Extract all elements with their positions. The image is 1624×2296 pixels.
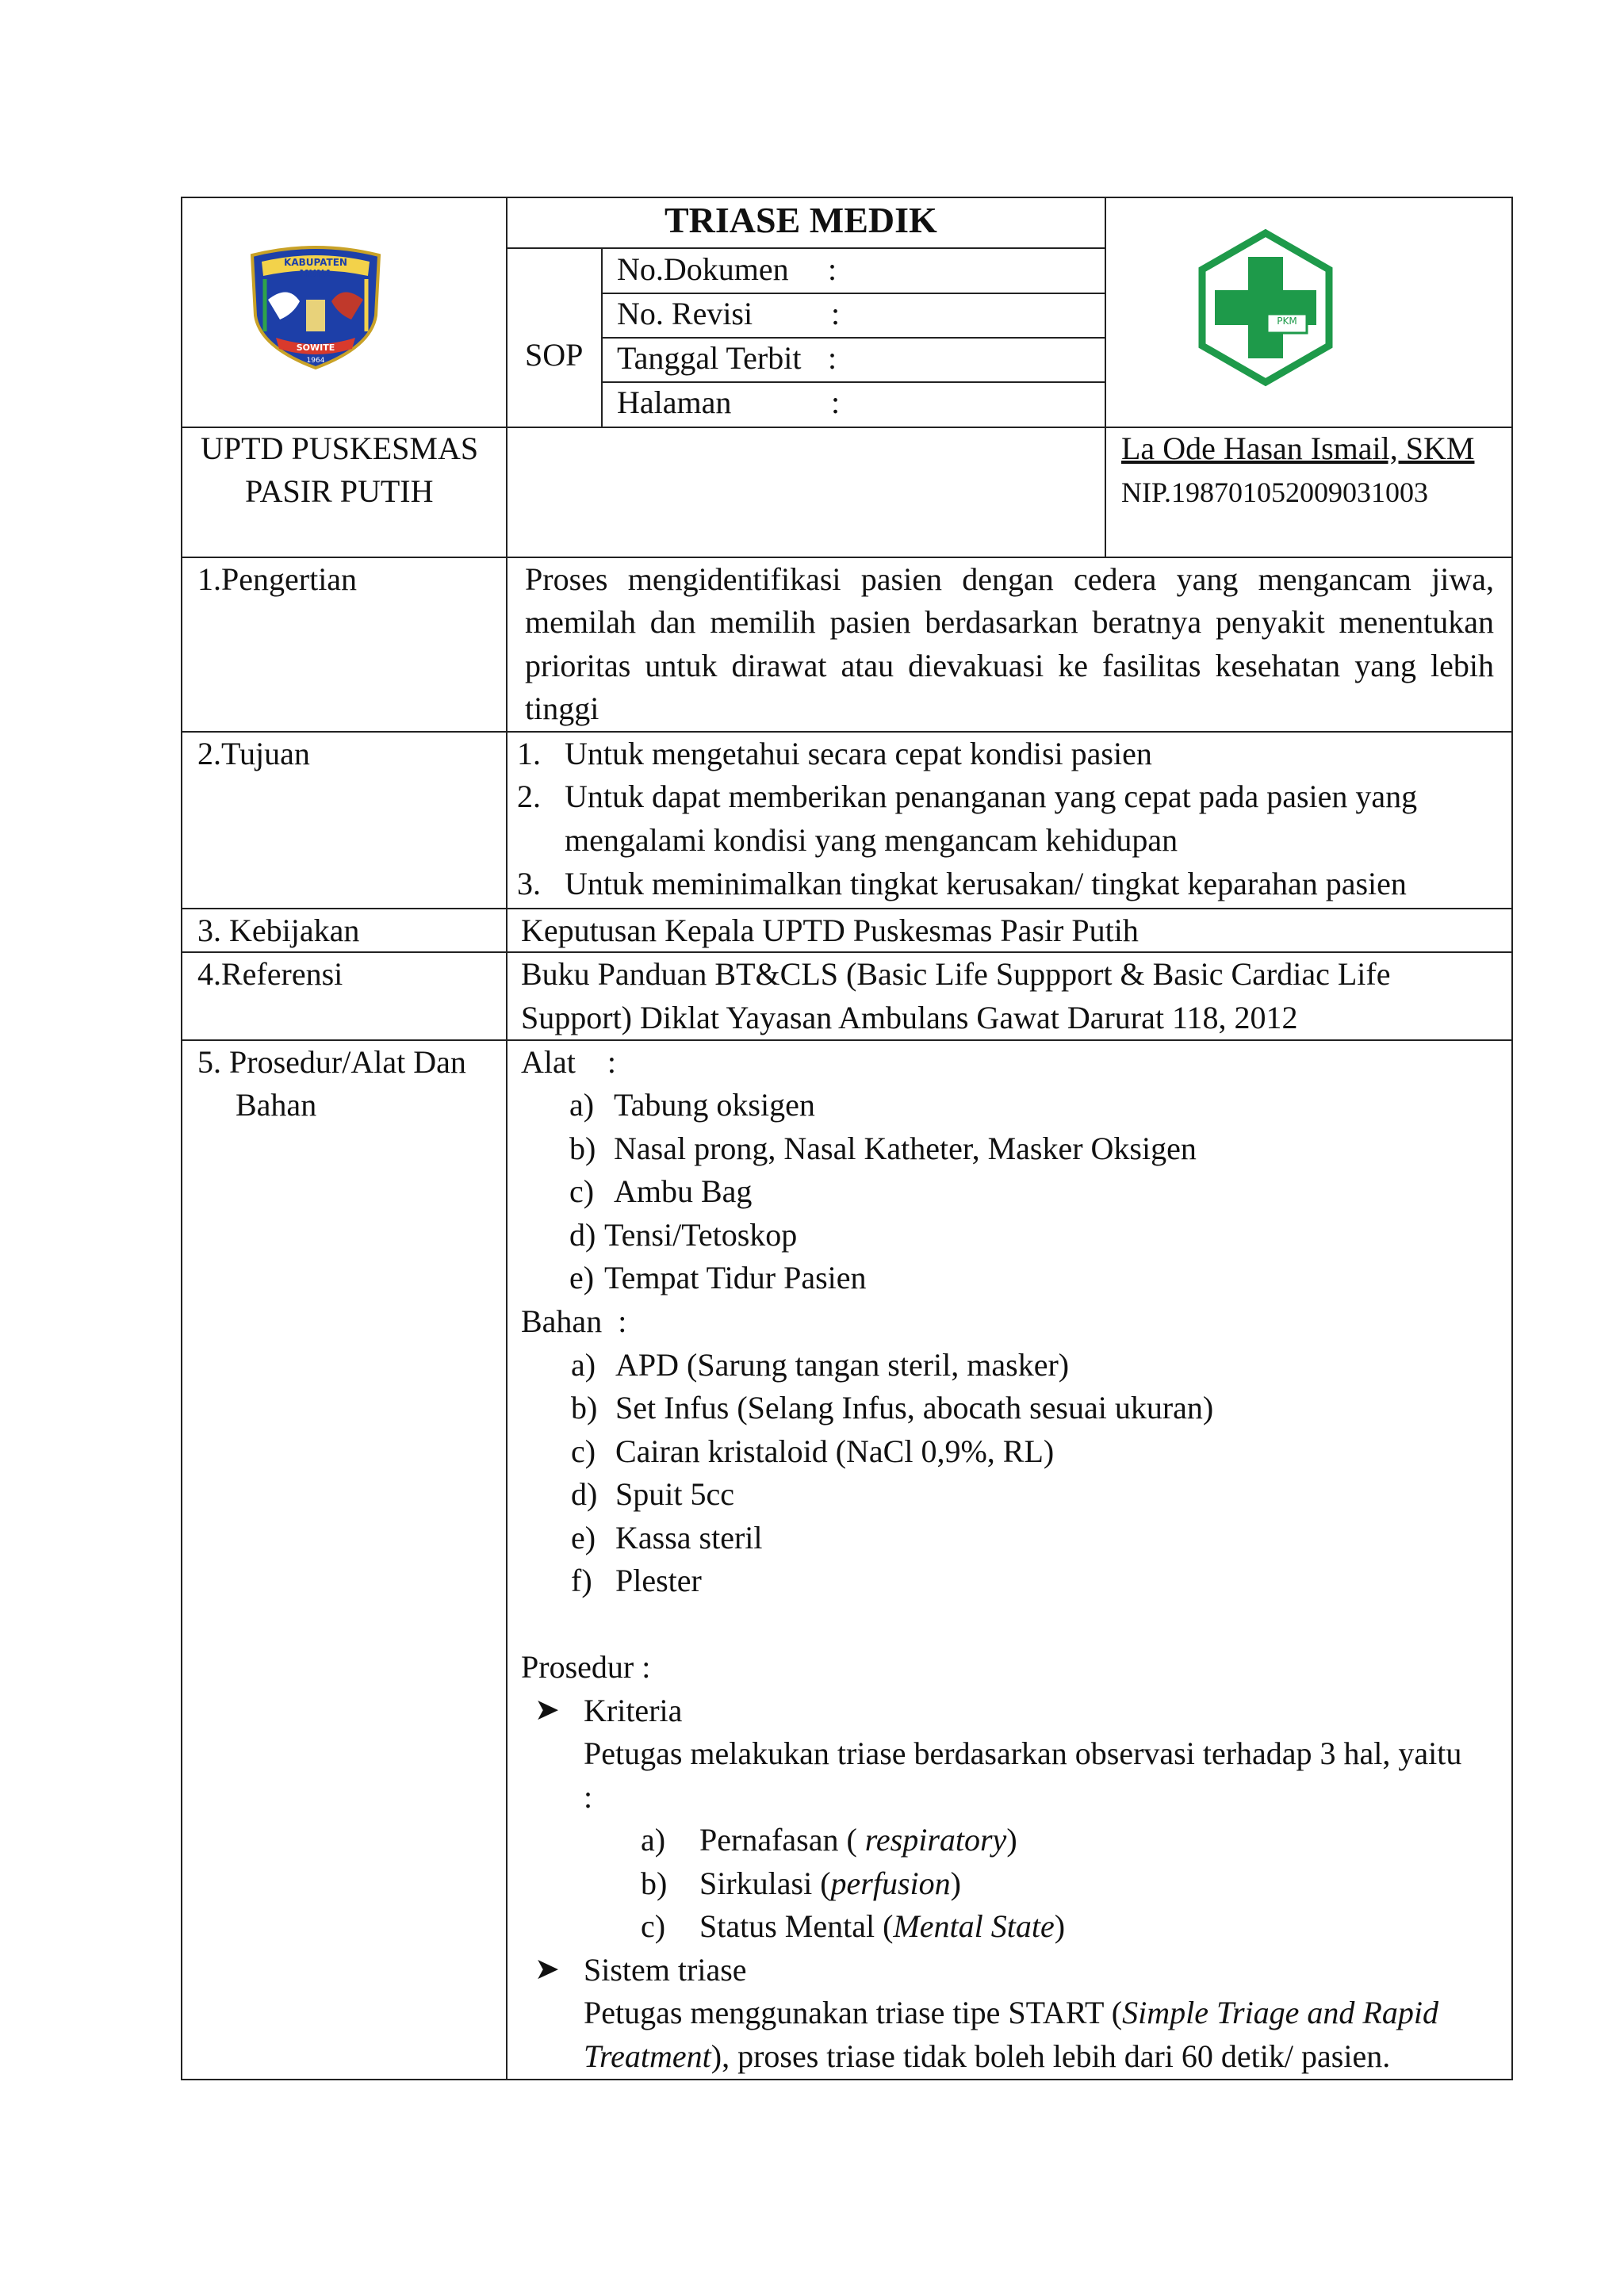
kriteria-item-b-close: ) (950, 1866, 961, 1901)
signatory-nip: NIP.198701052009031003 (1121, 476, 1429, 508)
title-underline (506, 247, 1106, 249)
section-label-referensi: 4.Referensi (197, 956, 343, 992)
kabupaten-muna-logo (244, 244, 387, 371)
bahan-letter-d: d) (571, 1476, 598, 1512)
sistem-line-2-italic: Treatment (584, 2038, 711, 2074)
crest-year-text: 1964 (306, 357, 325, 365)
kriteria-item-b (699, 1862, 961, 1905)
sistem-line-1-text: Petugas menggunakan triase tipe START ( (584, 1995, 1123, 2030)
bahan-item-c: Cairan kristaloid (NaCl 0,9%, RL) (615, 1433, 1055, 1469)
kriteria-item-b-text: Sirkulasi ( (699, 1866, 831, 1901)
alat-item-e: Tempat Tidur Pasien (604, 1260, 867, 1295)
alat-heading: Alat : (521, 1044, 616, 1080)
alat-letter-c: c) (569, 1173, 595, 1209)
tujuan-item-2-line-2: mengalami kondisi yang mengancam kehidupan (565, 822, 1178, 858)
referensi-line-1: Buku Panduan BT&CLS (Basic Life Suppport & Basic Cardiac Life (521, 956, 1391, 992)
kriteria-item-a-close: ) (1006, 1822, 1017, 1858)
kriteria-letter-a: a) (641, 1822, 666, 1858)
pengertian-line-3: prioritas untuk dirawat atau dievakuasi ke fasilitas kesehatan yang lebih (525, 648, 1494, 683)
kriteria-item-a-text: Pernafasan ( (699, 1822, 865, 1858)
field-colon-3: : (828, 340, 837, 376)
bahan-letter-b: b) (571, 1390, 598, 1425)
kriteria-item-c (699, 1904, 1065, 1948)
green-cross-icon (1196, 228, 1335, 387)
bahan-letter-f: f) (571, 1563, 592, 1598)
section-label-prosedur-line1: 5. Prosedur/Alat Dan (197, 1044, 466, 1080)
crest-top-text: KABUPATEN MUNA (284, 257, 347, 279)
institution-name-line1: UPTD PUSKESMAS (201, 430, 479, 466)
pengertian-line-4: tinggi (525, 691, 599, 726)
kriteria-item-c-close: ) (1054, 1908, 1066, 1944)
section-label-prosedur-line2: Bahan (236, 1087, 317, 1123)
alat-letter-d: d) (569, 1217, 596, 1253)
sistem-line-2-text: ), proses triase tidak boleh lebih dari 60 detik/ pasien. (710, 2038, 1391, 2074)
alat-item-c: Ambu Bag (614, 1173, 753, 1209)
bahan-item-e: Kassa steril (615, 1520, 763, 1556)
sistem-line-1-italic: Simple Triage and Rapid (1122, 1995, 1438, 2030)
institution-name-line2: PASIR PUTIH (245, 473, 434, 509)
field-colon-1: : (828, 251, 837, 287)
alat-letter-e: e) (569, 1260, 595, 1295)
bahan-item-b: Set Infus (Selang Infus, abocath sesuai ukuran) (615, 1390, 1214, 1425)
bahan-item-a: APD (Sarung tangan steril, masker) (615, 1347, 1070, 1383)
sistem-arrow-icon: ➤ (534, 1953, 560, 1986)
document-title: TRIASE MEDIK (665, 200, 937, 240)
field-colon-4: : (831, 385, 841, 420)
signatory-name: La Ode Hasan Ismail, SKM (1121, 430, 1475, 466)
kriteria-text: Petugas melakukan triase berdasarkan observasi terhadap 3 hal, yaitu (584, 1735, 1462, 1771)
kriteria-letter-c: c) (641, 1908, 666, 1944)
sop-label: SOP (525, 337, 584, 373)
referensi-line-2: Support) Diklat Yayasan Ambulans Gawat Darurat 118, 2012 (521, 1000, 1298, 1035)
puskesmas-logo (1196, 228, 1335, 387)
kriteria-letter-b: b) (641, 1866, 668, 1901)
bahan-item-f: Plester (615, 1563, 702, 1598)
table-border-right (1511, 197, 1513, 2080)
bahan-letter-e: e) (571, 1520, 596, 1556)
kriteria-item-a (699, 1818, 1017, 1862)
alat-letter-a: a) (569, 1087, 595, 1123)
tujuan-item-3: Untuk meminimalkan tingkat kerusakan/ tingkat keparahan pasien (565, 866, 1407, 901)
logo-small-text: PKM (1277, 316, 1297, 327)
alat-item-a: Tabung oksigen (614, 1087, 815, 1123)
table-border-left (181, 197, 182, 2080)
tujuan-num-3: 3. (517, 866, 541, 901)
crest-motto-text: SOWITE (296, 342, 335, 353)
kebijakan-text: Keputusan Kepala UPTD Puskesmas Pasir Putih (521, 913, 1139, 948)
field-no-revisi: No. Revisi (617, 296, 753, 331)
field-colon-2: : (831, 296, 841, 331)
alat-item-b: Nasal prong, Nasal Katheter, Masker Oksigen (614, 1131, 1197, 1166)
field-no-dokumen: No.Dokumen (617, 251, 789, 287)
tujuan-item-2-line-1: Untuk dapat memberikan penanganan yang cepat pada pasien yang (565, 779, 1418, 814)
table-border-bottom (181, 2079, 1513, 2080)
kriteria-arrow-icon: ➤ (534, 1693, 560, 1727)
header-divider-right (1105, 197, 1106, 557)
tujuan-num-2: 2. (517, 779, 541, 814)
pengertian-line-2: memilah dan memilih pasien berdasarkan beratnya penyakit menentukan (525, 604, 1494, 640)
section-label-tujuan: 2.Tujuan (197, 736, 310, 771)
alat-item-d: Tensi/Tetoskop (604, 1217, 798, 1253)
kriteria-item-b-italic: perfusion (830, 1866, 951, 1901)
alat-letter-b: b) (569, 1131, 596, 1166)
kriteria-colon: : (584, 1779, 593, 1815)
bahan-letter-c: c) (571, 1433, 596, 1469)
prosedur-heading: Prosedur : (521, 1649, 651, 1685)
kriteria-item-a-italic: respiratory (864, 1822, 1007, 1858)
section-label-pengertian: 1.Pengertian (197, 561, 358, 597)
bahan-letter-a: a) (571, 1347, 596, 1383)
sistem-line-1 (584, 1991, 1438, 2034)
tujuan-num-1: 1. (517, 736, 541, 771)
kriteria-item-c-italic: Mental State (893, 1908, 1055, 1944)
bahan-heading: Bahan : (521, 1303, 627, 1339)
kriteria-item-c-text: Status Mental ( (699, 1908, 894, 1944)
pengertian-line-1: Proses mengidentifikasi pasien dengan cedera yang mengancam jiwa, (525, 561, 1494, 597)
section-label-kebijakan: 3. Kebijakan (197, 913, 360, 948)
tujuan-item-1: Untuk mengetahui secara cepat kondisi pasien (565, 736, 1152, 771)
column-divider (506, 197, 508, 2080)
kriteria-heading: Kriteria (584, 1693, 683, 1728)
sistem-line-2 (584, 2034, 1390, 2078)
sistem-heading: Sistem triase (584, 1952, 747, 1988)
bahan-item-d: Spuit 5cc (615, 1476, 734, 1512)
field-halaman: Halaman (617, 385, 732, 420)
field-tanggal-terbit: Tanggal Terbit (617, 340, 802, 376)
